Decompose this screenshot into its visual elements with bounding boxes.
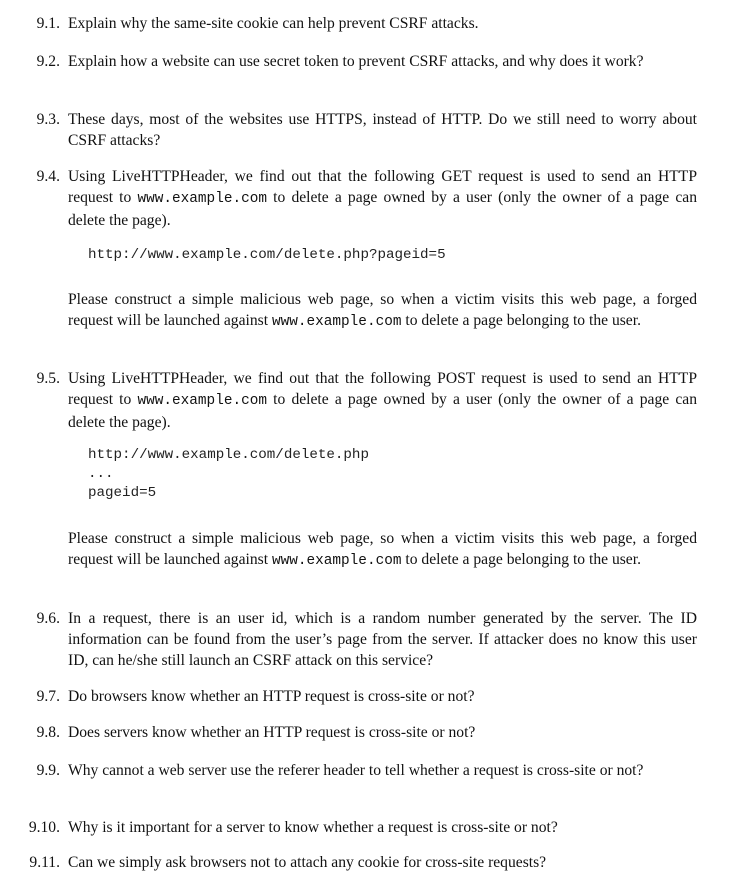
question-text xyxy=(68,368,697,433)
question-number: 9.7. xyxy=(36,688,60,705)
question-text: Can we simply ask browsers not to attach any cookie for cross-site requests? xyxy=(68,854,547,871)
question-text-part: to delete a page owned by a user (only the owner of a page can delete the page). xyxy=(68,189,697,229)
code-line: pageid=5 xyxy=(88,485,157,501)
code-block xyxy=(88,246,446,265)
question-text-part: Using LiveHTTPHeader, we find out that the following GET request is used to send an HTTP request to xyxy=(68,168,697,206)
question-number: 9.10. xyxy=(28,819,60,836)
code-block xyxy=(88,446,369,503)
question-text: In a request, there is an user id, which is a random number generated by the server. The ID information can be found from the user’s page from the server. If attacker does no know this user ID, can he/she still launch an CSRF attack on this service? xyxy=(68,610,697,669)
question-text-part: Using LiveHTTPHeader, we find out that the following POST request is used to send an HTTP request to xyxy=(68,370,697,408)
question-text-part: to delete a page owned by a user (only the owner of a page can delete the page). xyxy=(68,391,697,431)
question-number: 9.9. xyxy=(36,762,60,779)
question-number: 9.2. xyxy=(36,53,60,70)
question-paragraph xyxy=(68,289,697,333)
question-number: 9.3. xyxy=(36,111,60,128)
question-text: Explain how a website can use secret token to prevent CSRF attacks, and why does it work? xyxy=(68,53,644,70)
question-number: 9.11. xyxy=(29,854,60,871)
paragraph-text-part: Please construct a simple malicious web page, so when a victim visits this web page, a forged request will be launched against xyxy=(68,530,697,568)
code-line: http://www.example.com/delete.php xyxy=(88,447,369,463)
question-text xyxy=(68,166,697,231)
question-number: 9.1. xyxy=(36,15,60,32)
question-text: Why is it important for a server to know whether a request is cross-site or not? xyxy=(68,819,558,836)
code-line: http://www.example.com/delete.php?pageid=5 xyxy=(88,247,446,263)
paragraph-text-part: Please construct a simple malicious web page, so when a victim visits this web page, a forged request will be launched against xyxy=(68,291,697,329)
code-line: ... xyxy=(88,466,114,482)
domain-code: www.example.com xyxy=(271,553,402,569)
question-text: Why cannot a web server use the referer header to tell whether a request is cross-site or not? xyxy=(68,762,644,779)
question-number: 9.6. xyxy=(36,610,60,627)
paragraph-text-part: to delete a page belonging to the user. xyxy=(401,312,641,329)
question-number: 9.5. xyxy=(36,370,60,387)
question-text: Do browsers know whether an HTTP request is cross-site or not? xyxy=(68,688,475,705)
question-text: These days, most of the websites use HTTPS, instead of HTTP. Do we still need to worry about CSRF attacks? xyxy=(68,111,697,149)
question-text: Explain why the same-site cookie can help prevent CSRF attacks. xyxy=(68,15,479,32)
question-paragraph xyxy=(68,528,697,572)
question-number: 9.4. xyxy=(36,168,60,185)
domain-code: www.example.com xyxy=(137,393,268,409)
domain-code: www.example.com xyxy=(271,314,402,330)
domain-code: www.example.com xyxy=(137,191,268,207)
question-text: Does servers know whether an HTTP request is cross-site or not? xyxy=(68,724,476,741)
paragraph-text-part: to delete a page belonging to the user. xyxy=(401,551,641,568)
question-number: 9.8. xyxy=(36,724,60,741)
